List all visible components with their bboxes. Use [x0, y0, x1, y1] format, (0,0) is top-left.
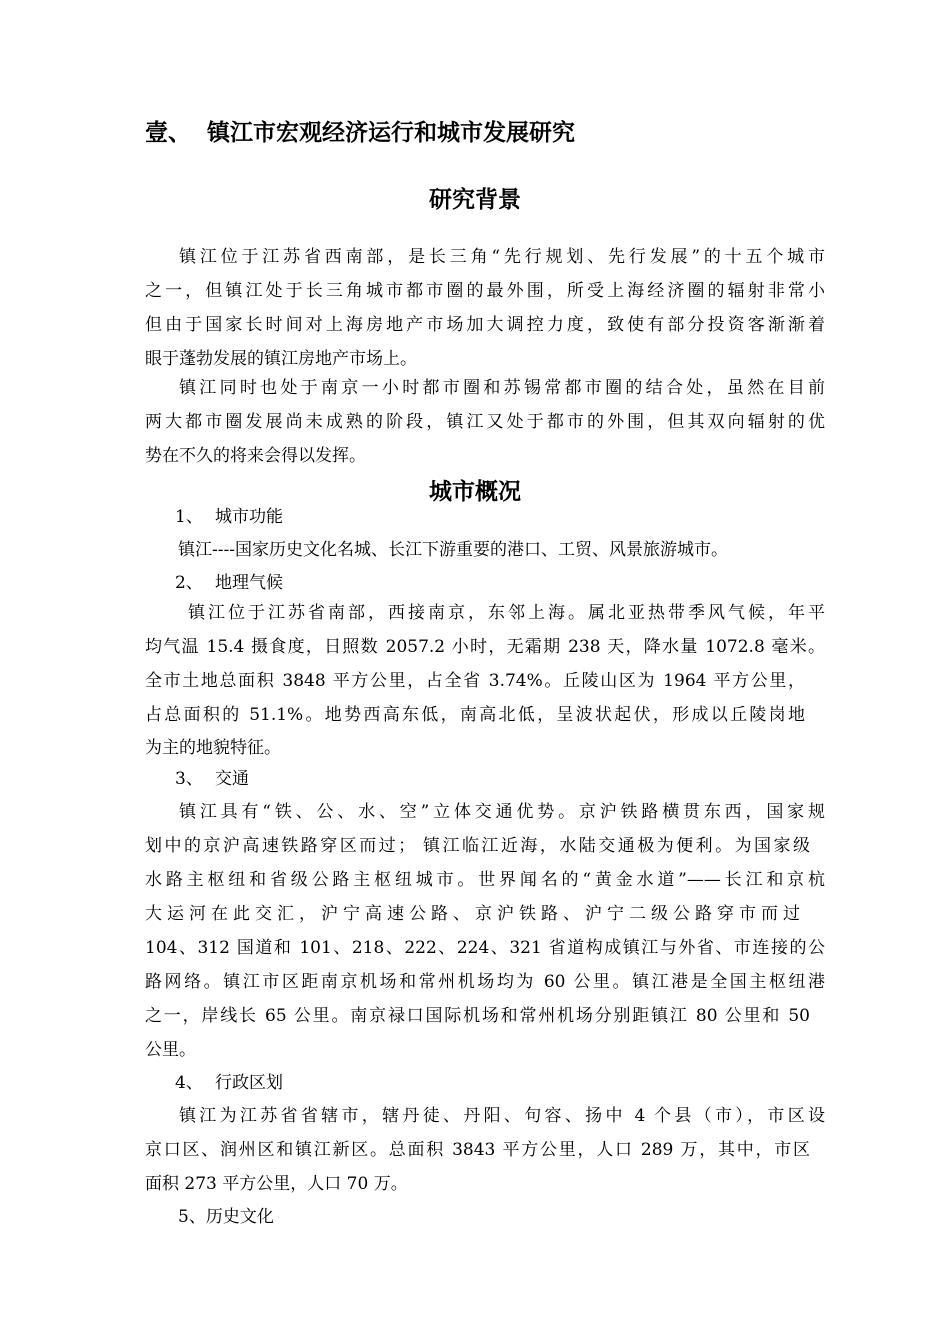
list-item-heading: 5、历史文化 — [178, 1207, 274, 1227]
list-item-heading: 3、 交通 — [175, 769, 249, 789]
paragraph-line: 但由于国家长时间对上海房地产市场加大调控力度，致使有部分投资客渐渐着 — [145, 315, 825, 335]
paragraph-line: 势在不久的将来会得以发挥。 — [145, 446, 366, 466]
paragraph-line: 均气温 15.4 摄食度，日照数 2057.2 小时，无霜期 238 天，降水量 1072.8 毫米。 — [145, 637, 825, 657]
paragraph-line: 镇江具有“铁、公、水、空”立体交通优势。京沪铁路横贯东西，国家规 — [179, 802, 825, 822]
paragraph-line: 路网络。镇江市区距南京机场和常州机场均为 60 公里。镇江港是全国主枢纽港 — [145, 972, 825, 992]
paragraph-line: 两大都市圈发展尚未成熟的阶段，镇江又处于都市的外围，但其双向辐射的优 — [145, 412, 825, 432]
paragraph-line: 之一，岸线长 65 公里。南京禄口国际机场和常州机场分别距镇江 80 公里和 50 — [145, 1006, 810, 1026]
paragraph-line: 镇江位于江苏省西南部，是长三角“先行规划、先行发展”的十五个城市 — [179, 247, 825, 267]
chapter-number: 壹、 — [145, 120, 191, 146]
paragraph-line: 水路主枢纽和省级公路主枢纽城市。世界闻名的“黄金水道”——长江和京杭 — [145, 870, 825, 890]
paragraph-line: 占总面积的 51.1%。地势西高东低，南高北低，呈波状起伏，形成以丘陵岗地 — [145, 705, 805, 725]
section-title-overview: 城市概况 — [429, 479, 521, 505]
list-item-heading: 2、 地理气候 — [175, 573, 283, 593]
paragraph-line: 划中的京沪高速铁路穿区而过； 镇江临江近海，水陆交通极为便利。为国家级 — [145, 836, 810, 856]
paragraph-line: 大运河在此交汇，沪宁高速公路、京沪铁路、沪宁二级公路穿市而过 — [145, 904, 800, 924]
chapter-title: 镇江市宏观经济运行和城市发展研究 — [207, 120, 575, 146]
paragraph-line: 104、312 国道和 101、218、222、224、321 省道构成镇江与外省、市连接的公 — [145, 938, 825, 958]
paragraph-line: 京口区、润州区和镇江新区。总面积 3843 平方公里，人口 289 万，其中，市区 — [145, 1140, 810, 1160]
section-title-background: 研究背景 — [429, 187, 521, 213]
paragraph-line: 为主的地貌特征。 — [145, 738, 281, 758]
paragraph-line: 眼于蓬勃发展的镇江房地产市场上。 — [145, 349, 417, 369]
chapter-heading — [145, 118, 575, 148]
paragraph-line: 镇江----国家历史文化名城、长江下游重要的港口、工贸、风景旅游城市。 — [178, 540, 728, 560]
list-item-heading: 4、 行政区划 — [175, 1073, 283, 1093]
paragraph-line: 公里。 — [145, 1040, 196, 1060]
list-item-heading: 1、 城市功能 — [175, 507, 283, 527]
paragraph-line: 镇江为江苏省省辖市，辖丹徒、丹阳、句容、扬中 4 个县（市），市区设 — [179, 1106, 825, 1126]
paragraph-line: 全市土地总面积 3848 平方公里，占全省 3.74%。丘陵山区为 1964 平方公里， — [145, 671, 805, 691]
paragraph-line: 之一，但镇江处于长三角城市都市圈的最外围，所受上海经济圈的辐射非常小 — [145, 281, 825, 301]
paragraph-line: 镇江位于江苏省南部，西接南京，东邻上海。属北亚热带季风气候，年平 — [188, 603, 825, 623]
paragraph-line: 镇江同时也处于南京一小时都市圈和苏锡常都市圈的结合处，虽然在目前 — [179, 378, 825, 398]
paragraph-line: 面积 273 平方公里，人口 70 万。 — [145, 1174, 408, 1194]
